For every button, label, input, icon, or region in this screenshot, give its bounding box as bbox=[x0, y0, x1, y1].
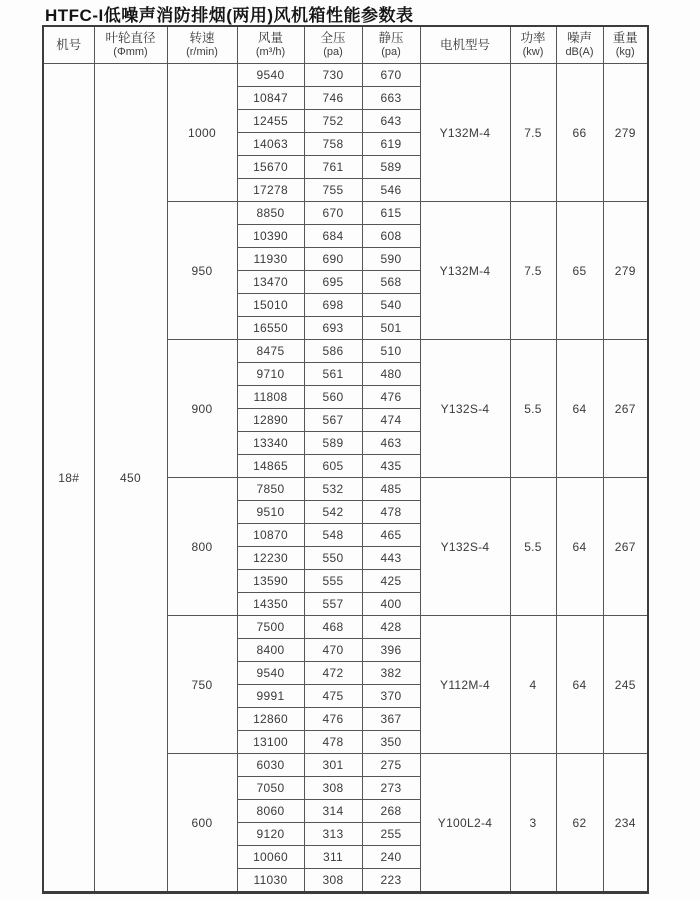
air-volume-cell: 17278 bbox=[237, 179, 304, 202]
speed-cell: 750 bbox=[167, 616, 237, 754]
table-body bbox=[43, 64, 648, 893]
static-pressure-cell: 275 bbox=[362, 754, 420, 777]
total-pressure-cell: 605 bbox=[304, 455, 362, 478]
performance-table bbox=[42, 25, 649, 894]
total-pressure-cell: 567 bbox=[304, 409, 362, 432]
header-unit: dB(A) bbox=[565, 46, 594, 59]
air-volume-cell: 12860 bbox=[237, 708, 304, 731]
header-speed bbox=[167, 26, 237, 64]
power-cell: 7.5 bbox=[510, 64, 556, 202]
air-volume-cell: 9120 bbox=[237, 823, 304, 846]
air-volume-cell: 7500 bbox=[237, 616, 304, 639]
header-label: 功率 bbox=[520, 31, 546, 46]
total-pressure-cell: 746 bbox=[304, 87, 362, 110]
static-pressure-cell: 546 bbox=[362, 179, 420, 202]
static-pressure-cell: 425 bbox=[362, 570, 420, 593]
air-volume-cell: 8475 bbox=[237, 340, 304, 363]
motor-model-cell: Y132S-4 bbox=[420, 340, 510, 478]
speed-cell: 800 bbox=[167, 478, 237, 616]
total-pressure-cell: 758 bbox=[304, 133, 362, 156]
static-pressure-cell: 382 bbox=[362, 662, 420, 685]
air-volume-cell: 16550 bbox=[237, 317, 304, 340]
power-cell: 7.5 bbox=[510, 202, 556, 340]
motor-model-cell: Y112M-4 bbox=[420, 616, 510, 754]
weight-cell: 279 bbox=[603, 202, 648, 340]
air-volume-cell: 14350 bbox=[237, 593, 304, 616]
header-noise bbox=[556, 26, 603, 64]
power-cell: 4 bbox=[510, 616, 556, 754]
total-pressure-cell: 560 bbox=[304, 386, 362, 409]
air-volume-cell: 13470 bbox=[237, 271, 304, 294]
static-pressure-cell: 608 bbox=[362, 225, 420, 248]
total-pressure-cell: 301 bbox=[304, 754, 362, 777]
air-volume-cell: 12230 bbox=[237, 547, 304, 570]
static-pressure-cell: 476 bbox=[362, 386, 420, 409]
air-volume-cell: 13590 bbox=[237, 570, 304, 593]
header-machine-no bbox=[43, 26, 94, 64]
header-label: 重量 bbox=[612, 31, 638, 46]
total-pressure-cell: 561 bbox=[304, 363, 362, 386]
static-pressure-cell: 465 bbox=[362, 524, 420, 547]
total-pressure-cell: 472 bbox=[304, 662, 362, 685]
weight-cell: 245 bbox=[603, 616, 648, 754]
noise-cell: 66 bbox=[556, 64, 603, 202]
static-pressure-cell: 480 bbox=[362, 363, 420, 386]
static-pressure-cell: 474 bbox=[362, 409, 420, 432]
total-pressure-cell: 308 bbox=[304, 869, 362, 893]
air-volume-cell: 10847 bbox=[237, 87, 304, 110]
noise-cell: 64 bbox=[556, 478, 603, 616]
static-pressure-cell: 670 bbox=[362, 64, 420, 87]
air-volume-cell: 8400 bbox=[237, 639, 304, 662]
noise-cell: 64 bbox=[556, 616, 603, 754]
total-pressure-cell: 548 bbox=[304, 524, 362, 547]
header-power bbox=[510, 26, 556, 64]
total-pressure-cell: 693 bbox=[304, 317, 362, 340]
air-volume-cell: 14063 bbox=[237, 133, 304, 156]
static-pressure-cell: 485 bbox=[362, 478, 420, 501]
header-unit: (kg) bbox=[615, 46, 635, 59]
air-volume-cell: 9510 bbox=[237, 501, 304, 524]
air-volume-cell: 13100 bbox=[237, 731, 304, 754]
air-volume-cell: 15010 bbox=[237, 294, 304, 317]
header-weight bbox=[603, 26, 648, 64]
static-pressure-cell: 255 bbox=[362, 823, 420, 846]
static-pressure-cell: 510 bbox=[362, 340, 420, 363]
static-pressure-cell: 590 bbox=[362, 248, 420, 271]
weight-cell: 234 bbox=[603, 754, 648, 893]
static-pressure-cell: 643 bbox=[362, 110, 420, 133]
air-volume-cell: 7050 bbox=[237, 777, 304, 800]
header-label: 噪声 bbox=[566, 31, 592, 46]
total-pressure-cell: 586 bbox=[304, 340, 362, 363]
speed-cell: 900 bbox=[167, 340, 237, 478]
air-volume-cell: 10390 bbox=[237, 225, 304, 248]
air-volume-cell: 9540 bbox=[237, 662, 304, 685]
noise-cell: 62 bbox=[556, 754, 603, 893]
header-total-pressure bbox=[304, 26, 362, 64]
air-volume-cell: 8060 bbox=[237, 800, 304, 823]
header-label: 机号 bbox=[56, 37, 82, 52]
header-unit: (pa) bbox=[381, 46, 401, 59]
total-pressure-cell: 752 bbox=[304, 110, 362, 133]
speed-cell: 600 bbox=[167, 754, 237, 893]
header-label: 风量 bbox=[257, 31, 283, 46]
total-pressure-cell: 690 bbox=[304, 248, 362, 271]
air-volume-cell: 13340 bbox=[237, 432, 304, 455]
air-volume-cell: 15670 bbox=[237, 156, 304, 179]
air-volume-cell: 9540 bbox=[237, 64, 304, 87]
static-pressure-cell: 589 bbox=[362, 156, 420, 179]
static-pressure-cell: 435 bbox=[362, 455, 420, 478]
static-pressure-cell: 428 bbox=[362, 616, 420, 639]
total-pressure-cell: 684 bbox=[304, 225, 362, 248]
total-pressure-cell: 555 bbox=[304, 570, 362, 593]
total-pressure-cell: 670 bbox=[304, 202, 362, 225]
header-label: 叶轮直径 bbox=[105, 31, 156, 46]
static-pressure-cell: 619 bbox=[362, 133, 420, 156]
speed-cell: 1000 bbox=[167, 64, 237, 202]
static-pressure-cell: 350 bbox=[362, 731, 420, 754]
page-title: HTFC-I低噪声消防排烟(两用)风机箱性能参数表 bbox=[45, 6, 414, 25]
static-pressure-cell: 240 bbox=[362, 846, 420, 869]
power-cell: 3 bbox=[510, 754, 556, 893]
header-label: 全压 bbox=[320, 31, 346, 46]
table-header bbox=[43, 26, 648, 64]
header-label: 静压 bbox=[378, 31, 404, 46]
header-unit: (Φmm) bbox=[113, 46, 148, 59]
air-volume-cell: 14865 bbox=[237, 455, 304, 478]
noise-cell: 64 bbox=[556, 340, 603, 478]
motor-model-cell: Y132S-4 bbox=[420, 478, 510, 616]
header-static-pressure bbox=[362, 26, 420, 64]
header-air-volume bbox=[237, 26, 304, 64]
static-pressure-cell: 443 bbox=[362, 547, 420, 570]
impeller-diameter-cell: 450 bbox=[94, 64, 167, 893]
weight-cell: 267 bbox=[603, 340, 648, 478]
static-pressure-cell: 501 bbox=[362, 317, 420, 340]
total-pressure-cell: 308 bbox=[304, 777, 362, 800]
total-pressure-cell: 589 bbox=[304, 432, 362, 455]
static-pressure-cell: 663 bbox=[362, 87, 420, 110]
static-pressure-cell: 367 bbox=[362, 708, 420, 731]
air-volume-cell: 8850 bbox=[237, 202, 304, 225]
total-pressure-cell: 478 bbox=[304, 731, 362, 754]
total-pressure-cell: 730 bbox=[304, 64, 362, 87]
air-volume-cell: 6030 bbox=[237, 754, 304, 777]
total-pressure-cell: 314 bbox=[304, 800, 362, 823]
total-pressure-cell: 761 bbox=[304, 156, 362, 179]
header-label: 电机型号 bbox=[439, 37, 490, 52]
static-pressure-cell: 273 bbox=[362, 777, 420, 800]
static-pressure-cell: 463 bbox=[362, 432, 420, 455]
total-pressure-cell: 532 bbox=[304, 478, 362, 501]
static-pressure-cell: 223 bbox=[362, 869, 420, 893]
header-unit: (m³/h) bbox=[255, 46, 286, 59]
air-volume-cell: 9991 bbox=[237, 685, 304, 708]
machine-number-cell: 18# bbox=[43, 64, 94, 893]
total-pressure-cell: 476 bbox=[304, 708, 362, 731]
table-row bbox=[43, 64, 648, 87]
air-volume-cell: 12890 bbox=[237, 409, 304, 432]
total-pressure-cell: 755 bbox=[304, 179, 362, 202]
static-pressure-cell: 568 bbox=[362, 271, 420, 294]
header-motor-model bbox=[420, 26, 510, 64]
header-impeller-diameter bbox=[94, 26, 167, 64]
header-unit: (pa) bbox=[323, 46, 343, 59]
total-pressure-cell: 557 bbox=[304, 593, 362, 616]
total-pressure-cell: 550 bbox=[304, 547, 362, 570]
static-pressure-cell: 400 bbox=[362, 593, 420, 616]
speed-cell: 950 bbox=[167, 202, 237, 340]
air-volume-cell: 11030 bbox=[237, 869, 304, 893]
motor-model-cell: Y100L2-4 bbox=[420, 754, 510, 893]
air-volume-cell: 9710 bbox=[237, 363, 304, 386]
total-pressure-cell: 695 bbox=[304, 271, 362, 294]
total-pressure-cell: 542 bbox=[304, 501, 362, 524]
power-cell: 5.5 bbox=[510, 478, 556, 616]
total-pressure-cell: 698 bbox=[304, 294, 362, 317]
motor-model-cell: Y132M-4 bbox=[420, 202, 510, 340]
static-pressure-cell: 268 bbox=[362, 800, 420, 823]
total-pressure-cell: 475 bbox=[304, 685, 362, 708]
air-volume-cell: 11930 bbox=[237, 248, 304, 271]
header-unit: (kw) bbox=[522, 46, 544, 59]
noise-cell: 65 bbox=[556, 202, 603, 340]
static-pressure-cell: 370 bbox=[362, 685, 420, 708]
air-volume-cell: 7850 bbox=[237, 478, 304, 501]
total-pressure-cell: 468 bbox=[304, 616, 362, 639]
header-row bbox=[43, 26, 648, 64]
static-pressure-cell: 540 bbox=[362, 294, 420, 317]
air-volume-cell: 10060 bbox=[237, 846, 304, 869]
power-cell: 5.5 bbox=[510, 340, 556, 478]
motor-model-cell: Y132M-4 bbox=[420, 64, 510, 202]
static-pressure-cell: 615 bbox=[362, 202, 420, 225]
air-volume-cell: 12455 bbox=[237, 110, 304, 133]
total-pressure-cell: 311 bbox=[304, 846, 362, 869]
total-pressure-cell: 470 bbox=[304, 639, 362, 662]
static-pressure-cell: 478 bbox=[362, 501, 420, 524]
header-label: 转速 bbox=[189, 31, 215, 46]
static-pressure-cell: 396 bbox=[362, 639, 420, 662]
total-pressure-cell: 313 bbox=[304, 823, 362, 846]
air-volume-cell: 10870 bbox=[237, 524, 304, 547]
weight-cell: 279 bbox=[603, 64, 648, 202]
weight-cell: 267 bbox=[603, 478, 648, 616]
air-volume-cell: 11808 bbox=[237, 386, 304, 409]
header-unit: (r/min) bbox=[186, 46, 218, 59]
